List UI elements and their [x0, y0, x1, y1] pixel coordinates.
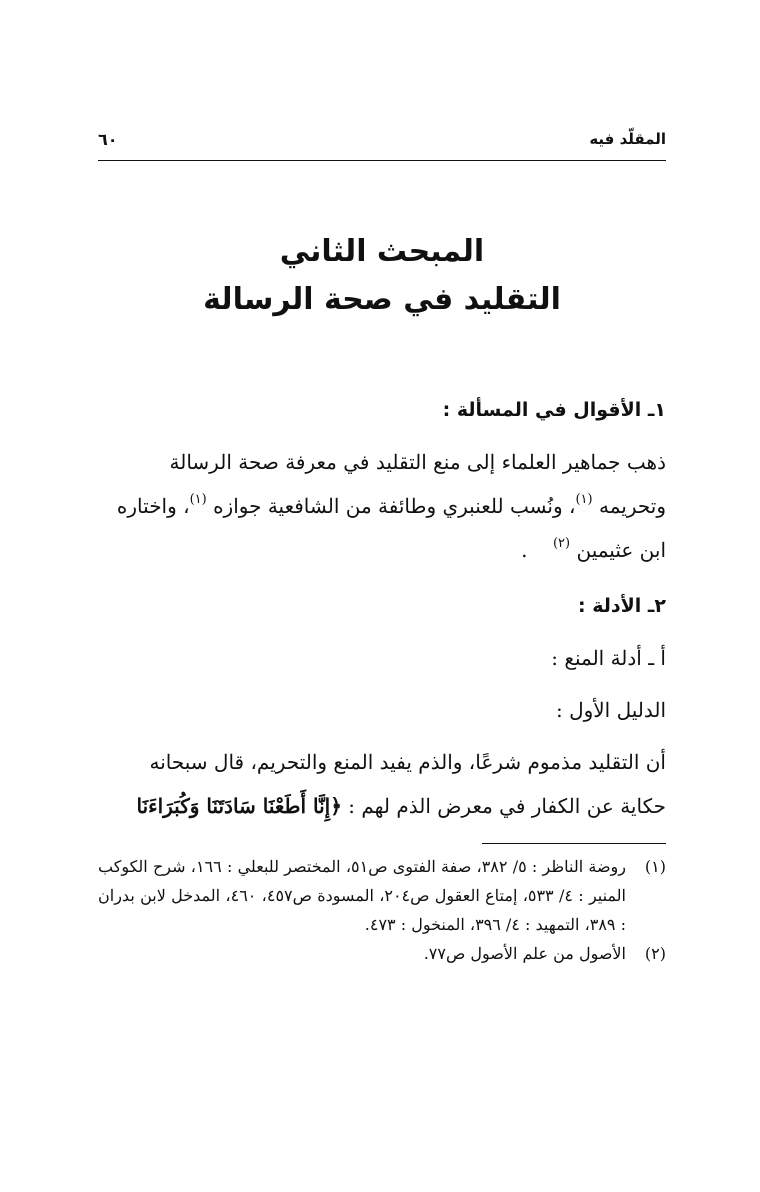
paragraph-line: أن التقليد مذموم شرعًا، والذم يفيد المنع والتحريم، قال سبحانه	[149, 750, 666, 774]
footnote-separator	[482, 843, 666, 844]
footnote-number: (١)	[644, 857, 666, 876]
footnote-item	[98, 939, 666, 968]
paragraph-text: ابن عثيمين	[576, 538, 666, 562]
chapter-subtitle: التقليد في صحة الرسالة	[203, 282, 561, 317]
footnote-text: الأصول من علم الأصول ص٧٧.	[423, 944, 626, 963]
first-evidence-label: الدليل الأول :	[555, 698, 666, 722]
chapter-title: المبحث الثاني	[279, 234, 485, 269]
paragraph-text: ، واختاره	[116, 494, 190, 518]
footnote-text: روضة الناظر : ٥/ ٣٨٢، صفة الفتوى ص٥١، المختصر للبعلي : ١٦٦، شرح الكوكب المنير : ٤/ ٥٣٣، إمتاع العقول ص٢٠٤، المسودة ص٤٥٧، ٤٦٠، المدخل لابن بدران : ٣٨٩، التمهيد : ٤/ ٣٩٦، المنخول : ٤٧٣.	[98, 857, 626, 934]
footnote-ref[interactable]: (١)	[189, 492, 207, 507]
section-heading-evidence: ٢ـ الأدلة :	[578, 595, 666, 617]
paragraph-text: .	[521, 538, 528, 562]
opinions-paragraph	[98, 440, 666, 572]
footnote-number: (٢)	[644, 944, 666, 963]
footnotes	[98, 852, 666, 968]
paragraph-text: ، ونُسب للعنبري وطائفة من الشافعية جوازه	[213, 494, 576, 518]
paragraph-line: ذهب جماهير العلماء إلى منع التقليد في معرفة صحة الرسالة	[169, 450, 666, 474]
page-number: ٦٠	[98, 130, 118, 149]
subheading-prohibition-evidence: أ ـ أدلة المنع :	[551, 646, 666, 670]
header-rule	[98, 160, 666, 161]
evidence-paragraph	[98, 740, 666, 828]
paragraph-line	[98, 484, 666, 528]
quran-verse: ﴿إِنَّا أَطَعْنَا سَادَتَنَا وَكُبَرَاءَنَا	[136, 794, 342, 818]
paragraph-text: وتحريمه	[598, 494, 666, 518]
footnote-item	[98, 852, 666, 939]
paragraph-line	[98, 784, 666, 828]
footnote-ref[interactable]: (١)	[575, 492, 593, 507]
section-heading-opinions: ١ـ الأقوال في المسألة :	[442, 399, 666, 421]
paragraph-line	[98, 528, 666, 572]
running-head-title: المقلّد فيه	[589, 130, 666, 148]
footnote-ref[interactable]: (٢)	[552, 536, 571, 551]
paragraph-text: حكاية عن الكفار في معرض الذم لهم :	[341, 794, 666, 818]
running-head	[98, 128, 666, 156]
